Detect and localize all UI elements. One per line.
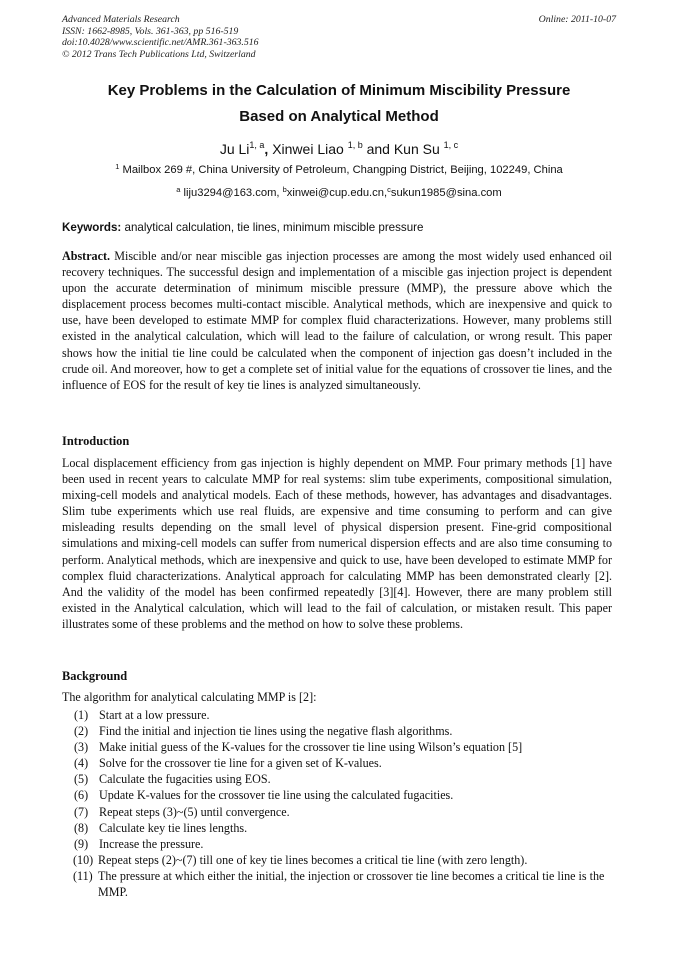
email-address: sukun1985@sina.com: [390, 187, 502, 199]
introduction-paragraph: Local displacement efficiency from gas injection is highly dependent on MMP. Four primary methods [1] have been used in recent years to calculate MMP for real systems: slim tube experiments, compositional simulation, mixing-cell models and analytical models. Each of these methods, however, has advantages and disadvantages. Slim tube experiments which use real fluids, are expensive and time consuming to perform and can give misleading results depending on the small level of physical dispersion present. Fine-grid compositional simulations and mixing-cell models can suffer from numerical dispersion effects and are also time consuming to perform. Analytical methods, which are inexpensive and quick to use, have been developed to estimate MMP for complex fluid characterizations. Analytical approach for calculating MMP has been demonstrated clearly [2]. And the validity of the model has been confirmed repeatedly [3][4]. However, there are many problem still existed in the Analytical calculation, which will lead to the fail of calculation, or mistaken result. This paper illustrates some of these problems and the method on how to solve these problems.: [62, 456, 612, 631]
issn-line: ISSN: 1662-8985, Vols. 361-363, pp 516-519: [62, 25, 239, 37]
email-address: liju3294@163.com,: [180, 187, 283, 199]
step-number: (7): [74, 804, 89, 819]
author-name: Ju Li: [219, 141, 250, 157]
author-emails: [40, 186, 638, 200]
author-name: Xinwei Liao: [272, 141, 348, 157]
algorithm-step: [62, 771, 617, 787]
online-date: Online: 2011-10-07: [538, 14, 616, 25]
email-mark: b: [282, 185, 287, 194]
step-number: (5): [74, 772, 89, 787]
step-text: Update K-values for the crossover tie line using the calculated fugacities.: [99, 788, 454, 803]
algorithm-step: [62, 787, 617, 803]
author-list: [40, 140, 638, 158]
keywords-label: Keywords:: [62, 221, 122, 234]
algorithm-steps: [62, 707, 617, 900]
author-affil-mark: 1, b: [347, 140, 363, 150]
author-separator: ,: [264, 141, 273, 157]
algorithm-step: [62, 755, 617, 771]
paper-title-line-1: Key Problems in the Calculation of Minimum Miscibility Pressure: [107, 82, 571, 99]
abstract-paragraph: [62, 248, 612, 393]
affiliation-mark: 1: [115, 162, 120, 171]
email-mark: a: [176, 185, 181, 194]
algorithm-step: [62, 820, 617, 836]
step-number: (8): [74, 820, 89, 835]
step-text: Increase the pressure.: [99, 836, 204, 851]
email-mark: c: [387, 185, 391, 194]
paper-title-line-2: Based on Analytical Method: [239, 108, 439, 125]
affiliation: [40, 163, 638, 177]
algorithm-step: [62, 707, 617, 723]
introduction-heading: Introduction: [62, 434, 130, 448]
step-text: Repeat steps (3)~(5) until convergence.: [99, 804, 290, 819]
step-text: Repeat steps (2)~(7) till one of key tie lines becomes a critical tie line (with zero length).: [98, 852, 528, 867]
author-separator: and: [362, 141, 394, 157]
step-number: (2): [74, 724, 89, 739]
author-affil-mark: 1, a: [249, 140, 265, 150]
background-heading: Background: [62, 669, 128, 683]
step-number: (10): [73, 852, 94, 867]
step-number: (1): [74, 708, 89, 722]
step-number: (4): [74, 756, 89, 771]
keywords-line: [62, 221, 622, 235]
step-text: Calculate the fugacities using EOS.: [99, 772, 271, 787]
step-text: Find the initial and injection tie lines using the negative flash algorithms.: [99, 724, 453, 739]
doi-line: doi:10.4028/www.scientific.net/AMR.361-363.516: [62, 37, 259, 49]
algorithm-step: [62, 836, 617, 852]
step-number: (6): [74, 788, 89, 803]
step-number: (3): [74, 740, 89, 755]
author-name: Kun Su: [393, 141, 444, 157]
step-text: The pressure at which either the initial, the injection or crossover tie line becomes a critical tie line is the MMP.: [98, 868, 605, 900]
email-address: xinwei@cup.edu.cn,: [286, 187, 388, 199]
journal-name: Advanced Materials Research: [62, 14, 180, 25]
step-text: Make initial guess of the K-values for the crossover tie line using Wilson’s equation [5]: [99, 740, 523, 755]
algorithm-step: [62, 804, 617, 820]
copyright-line: © 2012 Trans Tech Publications Ltd, Switzerland: [62, 48, 256, 60]
algorithm-step: [62, 739, 617, 755]
step-number: (11): [73, 868, 93, 883]
step-text: Solve for the crossover tie line for a given set of K-values.: [99, 756, 382, 771]
abstract-label: Abstract.: [62, 249, 111, 263]
affiliation-text: Mailbox 269 #, China University of Petroleum, Changping District, Beijing, 102249, China: [119, 164, 563, 176]
step-text: Start at a low pressure.: [99, 708, 210, 722]
keywords-text: analytical calculation, tie lines, minimum miscible pressure: [121, 221, 424, 234]
background-lead: The algorithm for analytical calculating MMP is [2]:: [62, 690, 317, 704]
algorithm-step: [62, 723, 617, 739]
algorithm-step: [62, 868, 617, 900]
step-number: (9): [74, 836, 89, 851]
journal-header: [62, 14, 259, 60]
abstract-text: Miscible and/or near miscible gas injection processes are among the most widely used enhanced oil recovery techniques. The successful design and implementation of a miscible gas injection project is dependent upon the accurate determination of minimum miscible pressure (MMP), the pressure above which the displacement process becomes multi-contact miscible. Analytical methods, which are inexpensive and quick to use, have been developed to estimate MMP for complex fluid characterizations. However, many problems still existed in the analytical calculation, which will lead to the failure of calculation, or wrong result. This paper shows how the initial tie line could be calculated when the component of injection gas doesn’t included in the crude oil. And moreover, how to get a complete set of initial value for the equations of crossover tie lines, and the influence of EOS for the result of key tie lines is analyzed simultaneously.: [62, 249, 612, 392]
author-affil-mark: 1, c: [443, 140, 459, 150]
algorithm-step: [62, 852, 617, 868]
step-text: Calculate key tie lines lengths.: [99, 820, 248, 835]
